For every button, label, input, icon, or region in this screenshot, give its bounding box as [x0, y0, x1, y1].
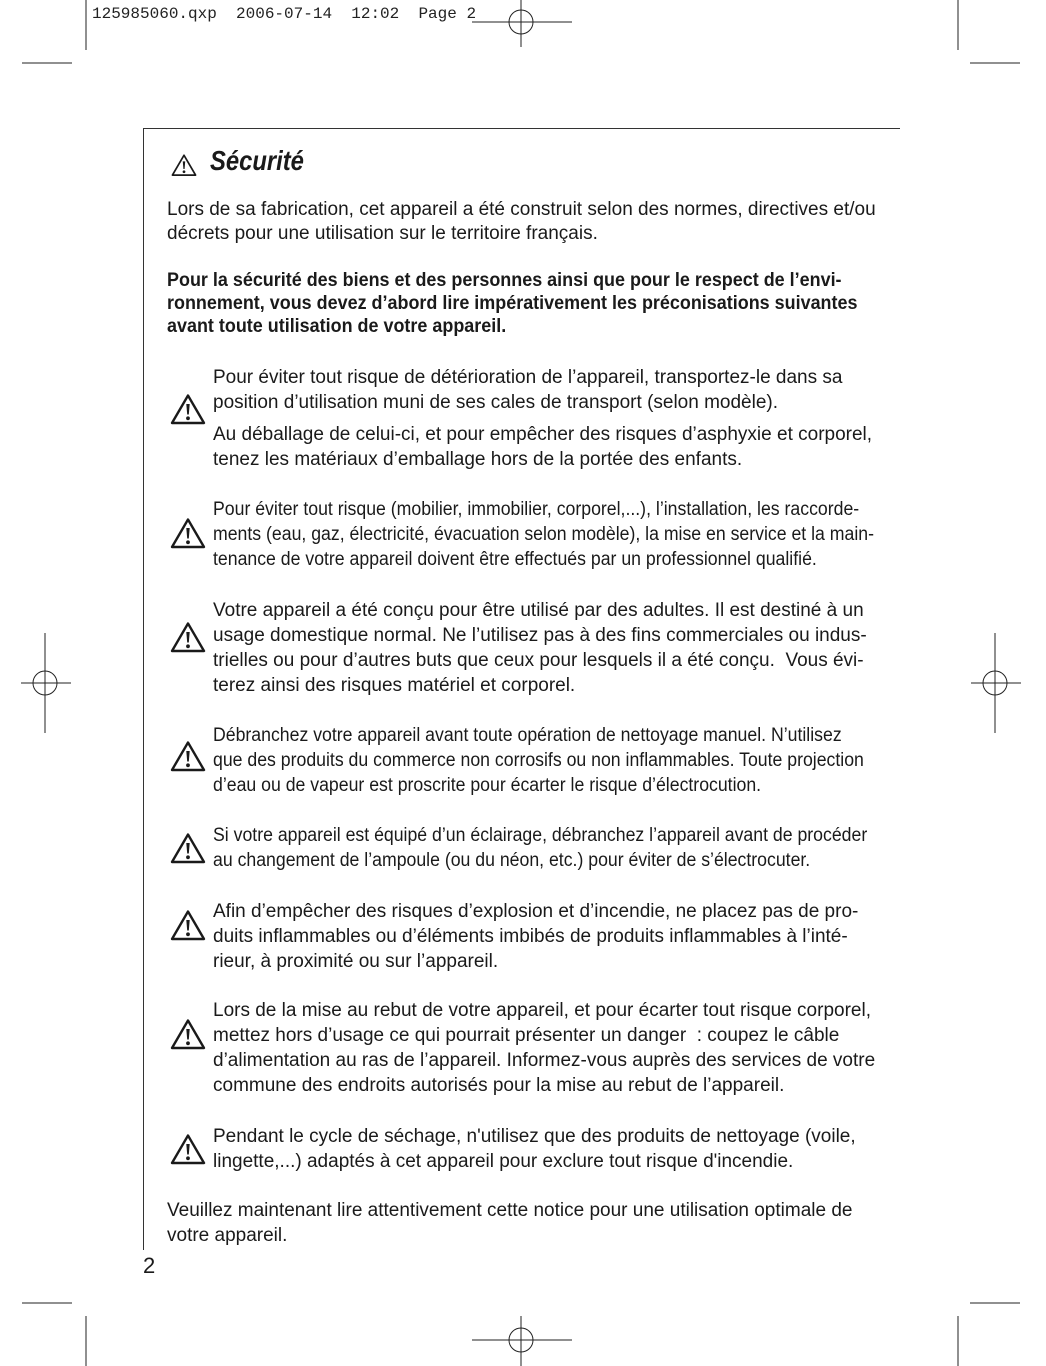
warning-item-2	[213, 497, 924, 572]
closing-line: votre appareil.	[167, 1225, 288, 1246]
warning-text-line: Au déballage de celui-ci, et pour empêcher des risques d’asphyxie et corporel,	[213, 424, 873, 445]
frame-rule-left	[143, 128, 144, 1250]
intro-paragraph	[167, 198, 876, 246]
warning-triangle-icon	[170, 740, 206, 772]
warning-triangle-icon	[170, 621, 206, 653]
warning-triangle-icon	[170, 832, 206, 864]
warning-text-line: Pour éviter tout risque (mobilier, immobilier, corporel,...), l’installation, les raccorde-	[213, 499, 860, 520]
warning-item-3	[213, 598, 867, 698]
warning-text-line: commune des endroits autorisés pour la mise au rebut de l’appareil.	[213, 1075, 785, 1096]
warning-paragraph	[213, 422, 872, 472]
warning-text-line: au changement de l’ampoule (ou du néon, etc.) pour éviter de s’électrocuter.	[213, 850, 811, 871]
warning-item-5	[213, 823, 916, 873]
page-number: 2	[143, 1253, 156, 1278]
print-slug: 125985060.qxp 2006-07-14 12:02 Page 2	[92, 5, 477, 23]
intro-line: Lors de sa fabrication, cet appareil a été construit selon des normes, directives et/ou	[167, 199, 876, 220]
warning-triangle-icon	[170, 1133, 206, 1165]
registration-mark-icon	[472, 0, 572, 47]
warning-text-line: usage domestique normal. Ne l’utilisez pas à des fins commerciales ou indus-	[213, 625, 867, 646]
page-title: Sécurité	[210, 145, 304, 176]
warning-text-line: mettez hors d’usage ce qui pourrait présenter un danger : coupez le câble	[213, 1025, 840, 1046]
warning-text-line: d’alimentation au ras de l’appareil. Informez-vous auprès des services de votre	[213, 1050, 876, 1071]
registration-mark-icon	[472, 1316, 572, 1366]
warning-text-line: que des produits du commerce non corrosifs ou non inflammables. Toute projection	[213, 750, 864, 771]
warning-text-line: Afin d’empêcher des risques d’explosion et d’incendie, ne placez pas de pro-	[213, 901, 859, 922]
intro-line: décrets pour une utilisation sur le territoire français.	[167, 223, 598, 244]
warning-triangle-icon	[170, 393, 206, 425]
warning-text-line: ments (eau, gaz, électricité, évacuation selon modèle), la mise en service et la main-	[213, 524, 874, 545]
warning-text-line: Pour éviter tout risque de détérioration de l’appareil, transportez-le dans sa	[213, 367, 843, 388]
closing-paragraph	[167, 1198, 852, 1248]
warning-text-line: Votre appareil a été conçu pour être utilisé par des adultes. Il est destiné à un	[213, 600, 864, 621]
notice-line: ronnement, vous devez d’abord lire impérativement les préconisations suivantes	[167, 293, 858, 314]
notice-line: avant toute utilisation de votre appareil.	[167, 316, 507, 337]
warning-text-line: position d’utilisation muni de ses cales de transport (selon modèle).	[213, 392, 779, 413]
warning-item-7	[213, 998, 875, 1098]
warning-triangle-icon	[171, 153, 197, 177]
warning-text-line: Lors de la mise au rebut de votre appareil, et pour écarter tout risque corporel,	[213, 1000, 871, 1021]
warning-item-6	[213, 899, 858, 974]
warning-item-1	[213, 365, 872, 472]
warning-text-line: d’eau ou de vapeur est proscrite pour écarter le risque d’électrocution.	[213, 775, 762, 796]
warning-text-line: lingette,...) adaptés à cet appareil pour exclure tout risque d'incendie.	[213, 1151, 794, 1172]
warning-triangle-icon	[170, 909, 206, 941]
warning-text-line: duits inflammables ou d’éléments imbibés de produits inflammables à l’inté-	[213, 926, 848, 947]
notice-line: Pour la sécurité des biens et des personnes ainsi que pour le respect de l’envi-	[167, 270, 842, 291]
warning-text-line: rieur, à proximité ou sur l’appareil.	[213, 951, 499, 972]
warning-text-line: trielles ou pour d’autres buts que ceux pour lesquels il a été conçu. Vous évi-	[213, 650, 864, 671]
warning-text-line: Si votre appareil est équipé d’un éclairage, débranchez l’appareil avant de procéder	[213, 825, 868, 846]
warning-paragraph	[213, 365, 872, 415]
warning-triangle-icon	[170, 517, 206, 549]
safety-notice	[167, 269, 898, 338]
warning-text-line: Débranchez votre appareil avant toute opération de nettoyage manuel. N’utilisez	[213, 725, 842, 746]
warning-item-8	[213, 1124, 856, 1174]
warning-text-line: tenance de votre appareil doivent être effectués par un professionnel qualifié.	[213, 549, 817, 570]
registration-mark-icon	[21, 633, 71, 733]
warning-item-4	[213, 723, 913, 798]
warning-text-line: tenez les matériaux d’emballage hors de la portée des enfants.	[213, 449, 743, 470]
closing-line: Veuillez maintenant lire attentivement cette notice pour une utilisation optimale de	[167, 1200, 853, 1221]
warning-text-line: Pendant le cycle de séchage, n'utilisez que des produits de nettoyage (voile,	[213, 1126, 856, 1147]
frame-rule-top	[143, 128, 900, 129]
warning-triangle-icon	[170, 1018, 206, 1050]
warning-text-line: terez ainsi des risques matériel et corporel.	[213, 675, 576, 696]
registration-mark-icon	[971, 633, 1021, 733]
